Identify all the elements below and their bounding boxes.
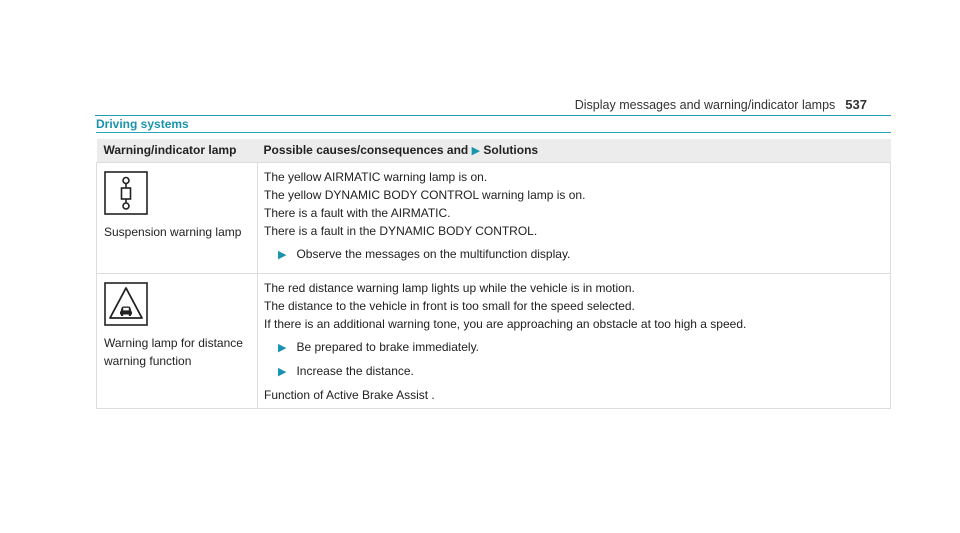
causes-cell <box>258 163 891 274</box>
cause-line: The yellow AIRMATIC warning lamp is on. <box>264 170 488 184</box>
solution-step <box>278 362 884 381</box>
page-header <box>575 97 867 112</box>
column-header-solutions-text: Solutions <box>483 143 539 157</box>
cause-line: There is a fault with the AIRMATIC. <box>264 206 451 220</box>
cause-line: The distance to the vehicle in front is too small for the speed selected. <box>264 299 635 313</box>
function-note: Function of Active Brake Assist . <box>264 388 435 402</box>
arrow-icon: ▶ <box>278 342 287 354</box>
cause-line: The red distance warning lamp lights up while the vehicle is in motion. <box>264 281 635 295</box>
column-header-causes <box>258 139 891 163</box>
cause-line: There is a fault in the DYNAMIC BODY CONTROL. <box>264 224 538 238</box>
cause-line: The yellow DYNAMIC BODY CONTROL warning lamp is on. <box>264 188 586 202</box>
solution-step <box>278 245 884 264</box>
lamp-table <box>96 139 891 409</box>
suspension-warning-icon <box>104 171 148 215</box>
lamp-cell <box>97 163 258 274</box>
arrow-icon: ▶ <box>278 366 287 378</box>
table-row <box>97 163 891 274</box>
section-divider <box>96 132 891 133</box>
lamp-label: Warning lamp for distance warning function <box>104 336 243 368</box>
arrow-icon: ▶ <box>471 145 481 157</box>
header-title: Display messages and warning/indicator lamps <box>574 98 836 112</box>
solution-text: Increase the distance. <box>296 364 414 378</box>
solution-step <box>278 338 884 357</box>
section-title: Driving systems <box>96 117 189 131</box>
solution-text: Be prepared to brake immediately. <box>296 340 480 354</box>
lamp-cell <box>97 274 258 409</box>
lamp-label: Suspension warning lamp <box>104 225 242 239</box>
header-divider <box>95 115 891 116</box>
arrow-icon: ▶ <box>278 249 287 261</box>
causes-cell <box>258 274 891 409</box>
table-header-row <box>97 139 891 163</box>
column-header-causes-text: Possible causes/consequences and <box>263 143 469 157</box>
page-number: 537 <box>845 97 867 112</box>
column-header-lamp: Warning/indicator lamp <box>97 139 258 163</box>
distance-warning-icon <box>104 282 148 326</box>
cause-line: If there is an additional warning tone, you are approaching an obstacle at too high a speed. <box>264 317 747 331</box>
table-row <box>97 274 891 409</box>
solution-text: Observe the messages on the multifunction display. <box>296 247 571 261</box>
